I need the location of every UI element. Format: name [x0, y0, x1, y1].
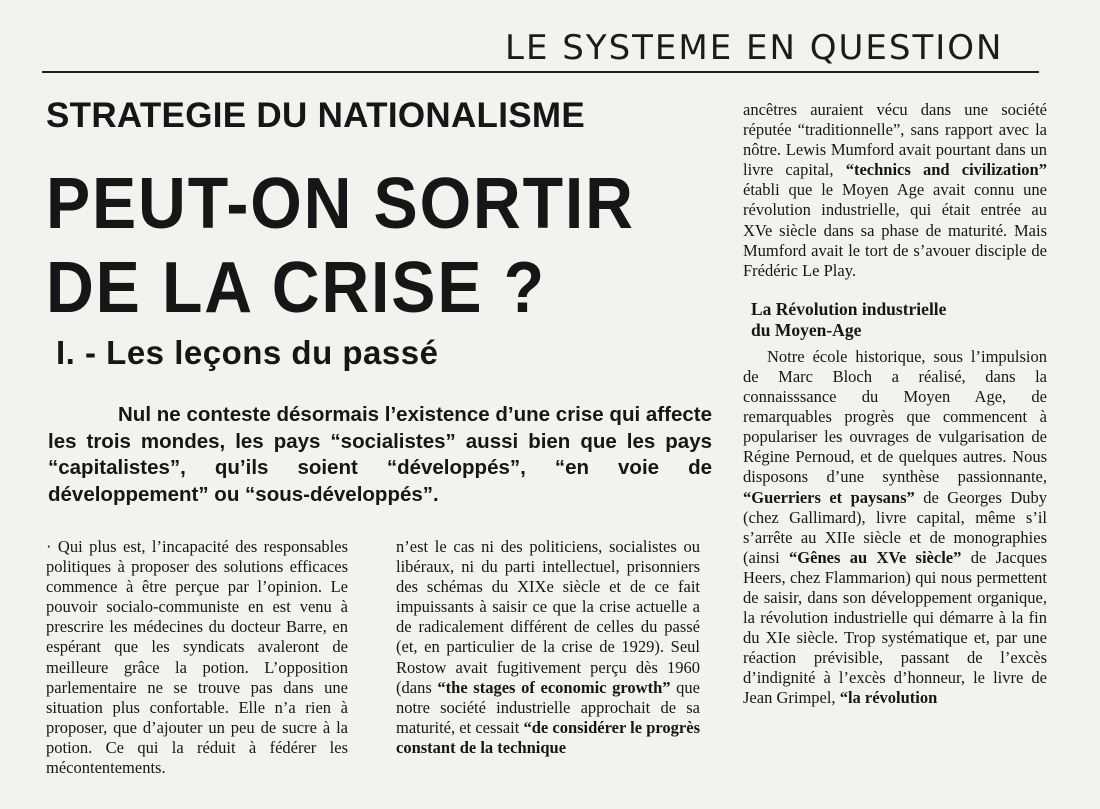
- section-rubric: LE SYSTEME EN QUESTION: [505, 28, 1004, 68]
- column-1-text: · Qui plus est, l’incapacité des responsables politiques à proposer des solutions efficaces commence à être perçue par l’opinion. Le pouvoir socialo-communiste en est venu à prescrire les médecines du docteur Barre, en espérant que les syndicats avaleront de meilleure grâce la potion. L’opposition parlementaire ne se trouve pas dans une situation plus confortable. Elle n’a rien à proposer, que d’ajouter un peu de sucre à la potion. Ce qui la réduit à fédérer les mécontentements.: [46, 537, 348, 778]
- article-kicker: STRATEGIE DU NATIONALISME: [46, 96, 585, 135]
- article-subhead: I. - Les leçons du passé: [56, 334, 439, 371]
- column-3-text-f: de Jacques Heers, chez Flammarion) qui nous permettent de saisir, dans son développement organique, la révolution industrielle qui démarre à la fin du XIe siècle. Trop systématique et, par une réaction prévisible, passant de l’excès d’indignité à l’excès d’honneur, le livre de Jean Grimpel,: [743, 547, 1047, 708]
- column-2: [396, 537, 700, 809]
- column-3-text-c: établi que le Moyen Age avait connu une révolution industrielle, qui était entrée au XVe siècle dans sa phase de maturité. Mais Mumford avait le tort de s’avouer disciple de Frédéric Le Play.: [743, 180, 1047, 280]
- column-1: [46, 537, 348, 809]
- book-title-genes: “Gênes au XVe siècle”: [789, 547, 962, 567]
- column-3-text-e: de Georges Duby (chez Gallimard), livre capital, même s’il s’arrête au XIIe siècle et de monographies (ainsi: [743, 487, 1047, 567]
- book-title-guerriers: “Guerriers et paysans”: [743, 487, 915, 507]
- section-title-line-2: du Moyen-Age: [751, 319, 862, 340]
- book-title-stages: “the stages of economic growth”: [437, 677, 671, 697]
- article-lead: Nul ne conteste désormais l’existence d’une crise qui affecte les trois mondes, les pays “socialistes” aussi bien que les pays “capitalistes”, qu’ils soient “développés”, “en voie de développement” ou “sous-développés”.: [48, 403, 712, 506]
- column-2-text-a: n’est le cas ni des politiciens, socialistes ou libéraux, ni du parti intellectuel, prisonniers des schémas du XIXe siècle et de ce fait impuissants à saisir ce que la crise actuelle a de radicalement différent de celles du passé (et, en particulier de la crise de 1929). Seul Rostow avait fugitivement perçu dès 1960 (dans: [396, 537, 700, 697]
- headline-line-2: DE LA CRISE ?: [46, 248, 546, 328]
- quote-progres: “de considérer le progrès constant de la technique: [396, 717, 700, 757]
- section-title: [751, 299, 1047, 341]
- column-3-text-1: [743, 100, 1047, 281]
- book-title-technics: “technics and civilization”: [845, 160, 1047, 180]
- column-3-text-d: Notre école historique, sous l’impulsion de Marc Bloch a réalisé, dans la connaisssance du Moyen Age, de remarquables progrès que commencent à populariser les ouvrages de vulgarisation de Régine Pernoud, et de quelques autres. Nous disposons d’une synthèse passionnante,: [743, 346, 1047, 487]
- headline-line-1: PEUT-ON SORTIR: [46, 164, 635, 244]
- header-rule: [42, 71, 1039, 73]
- section-title-line-1: La Révolution industrielle: [751, 298, 947, 319]
- column-3: [743, 100, 1047, 809]
- column-3-text-2: [743, 347, 1047, 709]
- book-title-revolution: “la révolution: [839, 688, 938, 708]
- article-headline: [46, 162, 635, 330]
- column-3-text-a: ancêtres auraient vécu dans une société réputée “traditionnelle”, sans rapport avec la nôtre. Lewis Mumford avait pourtant dans un livre capital,: [743, 100, 1047, 180]
- column-2-text-c: que notre société industrielle approchait de sa maturité, et cessait: [396, 677, 700, 737]
- column-2-text: [396, 537, 700, 758]
